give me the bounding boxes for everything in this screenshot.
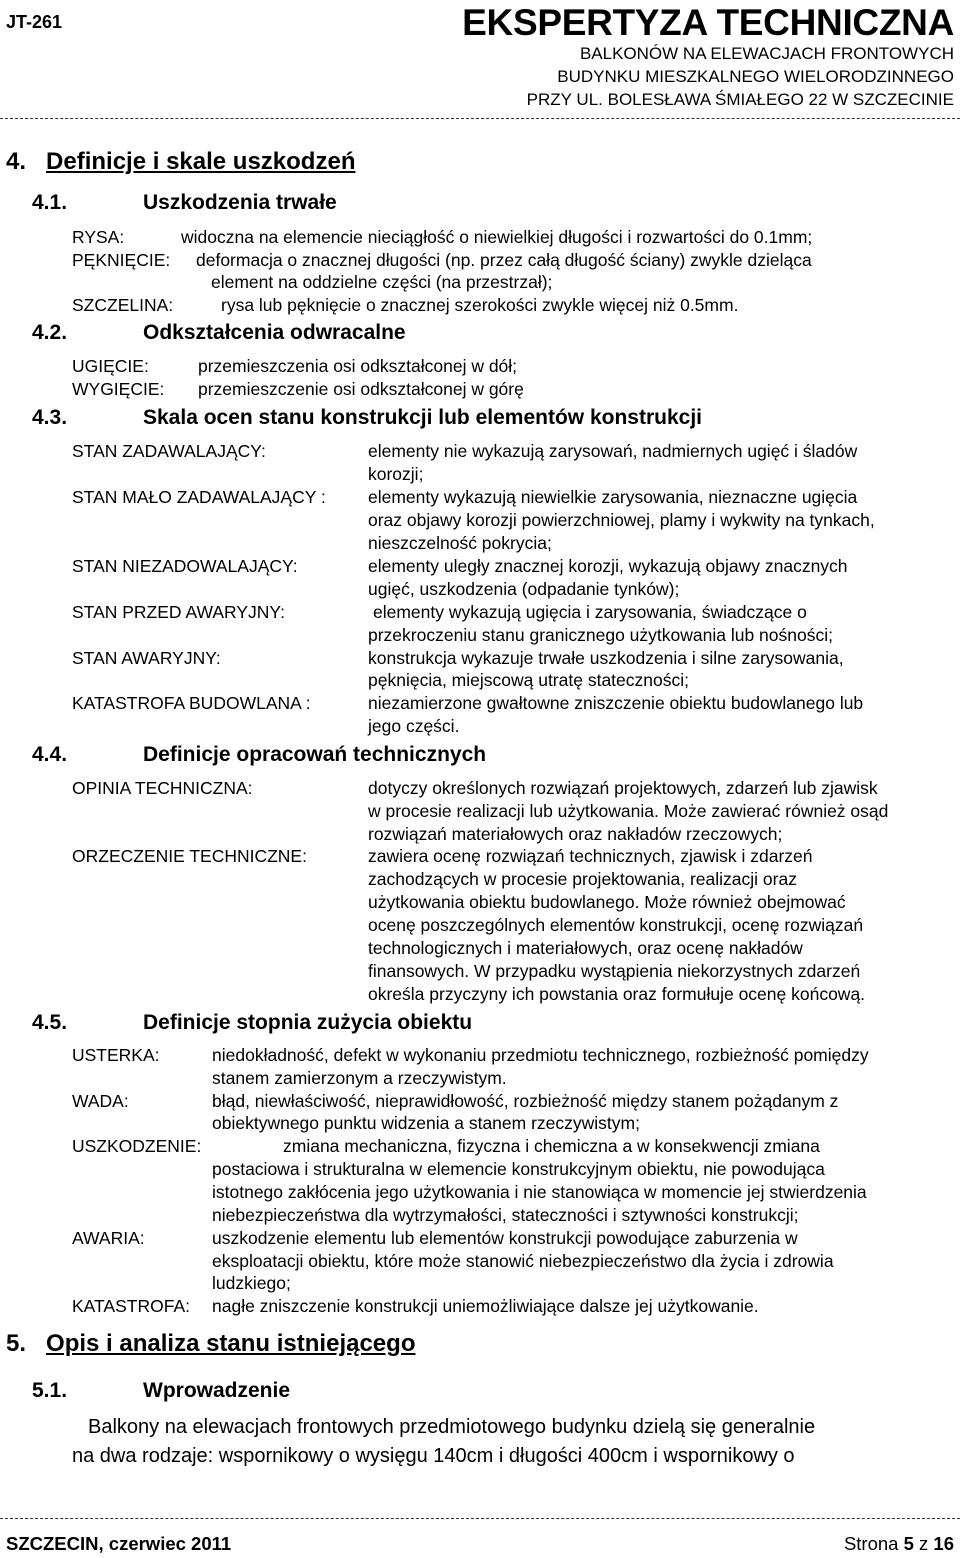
def-stan-malo-zadawalajacy-3: nieszczelność pokrycia; bbox=[368, 533, 552, 553]
document-title: EKSPERTYZA TECHNICZNA bbox=[462, 2, 954, 43]
term-wygiecie: WYGIĘCIE: bbox=[72, 379, 165, 399]
def-orzeczenie-techniczne-7: określa przyczyny ich powstania oraz formułuje ocenę końcową. bbox=[368, 984, 866, 1004]
section-4-5-number: 4.5. bbox=[32, 1011, 68, 1034]
footer-location-date: SZCZECIN, czerwiec 2011 bbox=[6, 1533, 232, 1554]
def-katastrofa: nagłe zniszczenie konstrukcji uniemożliwiające dalsze jej użytkowanie. bbox=[212, 1296, 759, 1316]
intro-paragraph-line-2: na dwa rodzaje: wspornikowy o wysięgu 140cm i długości 400cm i wspornikowy o bbox=[72, 1445, 795, 1467]
def-stan-zadawalajacy-1: elementy nie wykazują zarysowań, nadmiernych ugięć i śladów bbox=[368, 441, 858, 461]
page-of-label: z bbox=[919, 1533, 929, 1554]
term-katastrofa: KATASTROFA: bbox=[72, 1296, 190, 1316]
def-ugiecie: przemieszczenia osi odkształconej w dół; bbox=[198, 356, 518, 376]
def-opinia-techniczna-2: w procesie realizacji lub użytkowania. Może zawierać również osąd bbox=[368, 801, 889, 821]
def-awaria-3: ludzkiego; bbox=[212, 1273, 291, 1293]
section-5-1-title: Wprowadzenie bbox=[143, 1379, 291, 1402]
def-katastrofa-budowlana-1: niezamierzone gwałtowne zniszczenie obiektu budowlanego lub bbox=[368, 693, 864, 713]
def-uszkodzenie-4: niebezpieczeństwa dla wytrzymałości, stateczności i sztywności konstrukcji; bbox=[212, 1205, 799, 1225]
term-katastrofa-budowlana: KATASTROFA BUDOWLANA : bbox=[72, 693, 311, 713]
term-pekniecie: PĘKNIĘCIE: bbox=[72, 250, 171, 270]
footer-rule bbox=[0, 1518, 960, 1519]
section-4-title: Definicje i skale uszkodzeń bbox=[46, 148, 356, 175]
page-label: Strona bbox=[843, 1533, 899, 1554]
term-rysa: RYSA: bbox=[72, 227, 125, 247]
def-stan-przed-awaryjny-1: elementy wykazują ugięcia i zarysowania, świadczące o bbox=[373, 602, 807, 622]
term-stan-przed-awaryjny: STAN PRZED AWARYJNY: bbox=[72, 602, 285, 622]
def-awaria-2: eksploatacji obiektu, które może stanowić niebezpieczeństwo dla życia i zdrowia bbox=[212, 1251, 834, 1271]
def-stan-niezadowalajacy-2: ugięć, uszkodzenia (odpadanie tynków); bbox=[368, 579, 680, 599]
section-4-2-number: 4.2. bbox=[32, 321, 68, 344]
section-4-4-number: 4.4. bbox=[32, 743, 68, 766]
def-opinia-techniczna-3: rozwiązań materiałowych oraz nakładów rzeczowych; bbox=[368, 824, 783, 844]
def-stan-zadawalajacy-2: korozji; bbox=[368, 464, 424, 484]
header-rule bbox=[0, 118, 960, 119]
def-pekniecie-2: element na oddzielne części (na przestrzał); bbox=[211, 272, 553, 292]
document-code: JT-261 bbox=[6, 12, 63, 32]
section-5-number: 5. bbox=[6, 1330, 27, 1357]
def-stan-awaryjny-1: konstrukcja wykazuje trwałe uszkodzenia i silne zarysowania, bbox=[368, 648, 844, 668]
section-4-3-title: Skala ocen stanu konstrukcji lub elementów konstrukcji bbox=[143, 406, 702, 429]
section-5-heading bbox=[6, 1330, 415, 1358]
term-stan-zadawalajacy: STAN ZADAWALAJĄCY: bbox=[72, 441, 266, 461]
def-orzeczenie-techniczne-1: zawiera ocenę rozwiązań technicznych, zjawisk i zdarzeń bbox=[368, 846, 813, 866]
document-subtitle-2: BUDYNKU MIESZKALNEGO WIELORODZINNEGO bbox=[557, 67, 954, 86]
document-subtitle-3: PRZY UL. BOLESŁAWA ŚMIAŁEGO 22 W SZCZECINIE bbox=[526, 90, 954, 109]
term-opinia-techniczna: OPINIA TECHNICZNA: bbox=[72, 778, 253, 798]
def-orzeczenie-techniczne-3: użytkowania obiektu budowlanego. Może również obejmować bbox=[368, 892, 846, 912]
term-stan-awaryjny: STAN AWARYJNY: bbox=[72, 648, 221, 668]
def-szczelina: rysa lub pęknięcie o znacznej szerokości zwykle więcej niż 0.5mm. bbox=[221, 295, 739, 315]
def-wada-2: obiektywnego punktu widzenia a stanem rzeczywistym; bbox=[212, 1113, 640, 1133]
def-stan-awaryjny-2: pęknięcia, miejscową utratę stateczności; bbox=[368, 670, 689, 690]
section-4-1-title: Uszkodzenia trwałe bbox=[143, 191, 337, 214]
def-stan-malo-zadawalajacy-1: elementy wykazują niewielkie zarysowania, nieznaczne ugięcia bbox=[368, 487, 858, 507]
def-stan-malo-zadawalajacy-2: oraz objawy korozji powierzchniowej, plamy i wykwity na tynkach, bbox=[368, 510, 875, 530]
def-stan-przed-awaryjny-2: przekroczeniu stanu granicznego użytkowania lub nośności; bbox=[368, 625, 833, 645]
def-orzeczenie-techniczne-4: ocenę poszczególnych elementów konstrukcji, ocenę rozwiązań bbox=[368, 915, 864, 935]
page-number: 5 bbox=[903, 1533, 914, 1554]
def-opinia-techniczna-1: dotyczy określonych rozwiązań projektowych, zdarzeń lub zjawisk bbox=[368, 778, 878, 798]
term-usterka: USTERKA: bbox=[72, 1045, 160, 1065]
term-szczelina: SZCZELINA: bbox=[72, 295, 174, 315]
intro-paragraph-line-1: Balkony na elewacjach frontowych przedmiotowego budynku dzielą się generalnie bbox=[88, 1416, 816, 1438]
def-rysa: widoczna na elemencie nieciągłość o niewielkiej długości i rozwartości do 0.1mm; bbox=[181, 227, 813, 247]
section-5-1-number: 5.1. bbox=[32, 1379, 68, 1402]
def-usterka-1: niedokładność, defekt w wykonaniu przedmiotu technicznego, rozbieżność pomiędzy bbox=[212, 1045, 869, 1065]
section-4-5-title: Definicje stopnia zużycia obiektu bbox=[143, 1011, 473, 1034]
term-stan-malo-zadawalajacy: STAN MAŁO ZADAWALAJĄCY : bbox=[72, 487, 326, 507]
term-wada: WADA: bbox=[72, 1091, 129, 1111]
section-5-title: Opis i analiza stanu istniejącego bbox=[46, 1330, 416, 1357]
def-pekniecie-1: deformacja o znacznej długości (np. przez całą długość ściany) zwykle dzieląca bbox=[196, 250, 812, 270]
term-uszkodzenie: USZKODZENIE: bbox=[72, 1136, 202, 1156]
section-4-1-number: 4.1. bbox=[32, 191, 68, 214]
def-uszkodzenie-3: istotnego zakłócenia jego użytkowania i nie stanowiąca w momencie jej stwierdzenia bbox=[212, 1182, 867, 1202]
section-4-number: 4. bbox=[6, 148, 27, 175]
term-ugiecie: UGIĘCIE: bbox=[72, 356, 149, 376]
def-wygiecie: przemieszczenie osi odkształconej w górę bbox=[198, 379, 524, 399]
page-total: 16 bbox=[933, 1533, 954, 1554]
def-stan-niezadowalajacy-1: elementy uległy znacznej korozji, wykazują objawy znacznych bbox=[368, 556, 848, 576]
def-uszkodzenie-1: zmiana mechaniczna, fizyczna i chemiczna a w konsekwencji zmiana bbox=[283, 1136, 820, 1156]
term-stan-niezadowalajacy: STAN NIEZADOWALAJĄCY: bbox=[72, 556, 298, 576]
def-orzeczenie-techniczne-2: zachodzących w procesie projektowania, realizacji oraz bbox=[368, 869, 797, 889]
def-usterka-2: stanem zamierzonym a rzeczywistym. bbox=[212, 1068, 507, 1088]
document-subtitle-1: BALKONÓW NA ELEWACJACH FRONTOWYCH bbox=[579, 44, 954, 63]
section-4-2-title: Odkształcenia odwracalne bbox=[143, 321, 406, 344]
def-orzeczenie-techniczne-6: finansowych. W przypadku wystąpienia niekorzystnych zdarzeń bbox=[368, 961, 861, 981]
def-katastrofa-budowlana-2: jego części. bbox=[368, 716, 460, 736]
term-orzeczenie-techniczne: ORZECZENIE TECHNICZNE: bbox=[72, 846, 307, 866]
page-indicator bbox=[844, 1533, 954, 1555]
def-wada-1: błąd, niewłaściwość, nieprawidłowość, rozbieżność między stanem pożądanym z bbox=[212, 1091, 839, 1111]
def-awaria-1: uszkodzenie elementu lub elementów konstrukcji powodujące zaburzenia w bbox=[212, 1228, 798, 1248]
def-orzeczenie-techniczne-5: technologicznych i materiałowych, oraz ocenę nakładów bbox=[368, 938, 803, 958]
term-awaria: AWARIA: bbox=[72, 1228, 145, 1248]
section-4-heading bbox=[6, 148, 355, 176]
def-uszkodzenie-2: postaciowa i strukturalna w elemencie konstrukcyjnym obiektu, nie powodująca bbox=[212, 1159, 825, 1179]
section-4-4-title: Definicje opracowań technicznych bbox=[143, 743, 487, 766]
section-4-3-number: 4.3. bbox=[32, 406, 68, 429]
